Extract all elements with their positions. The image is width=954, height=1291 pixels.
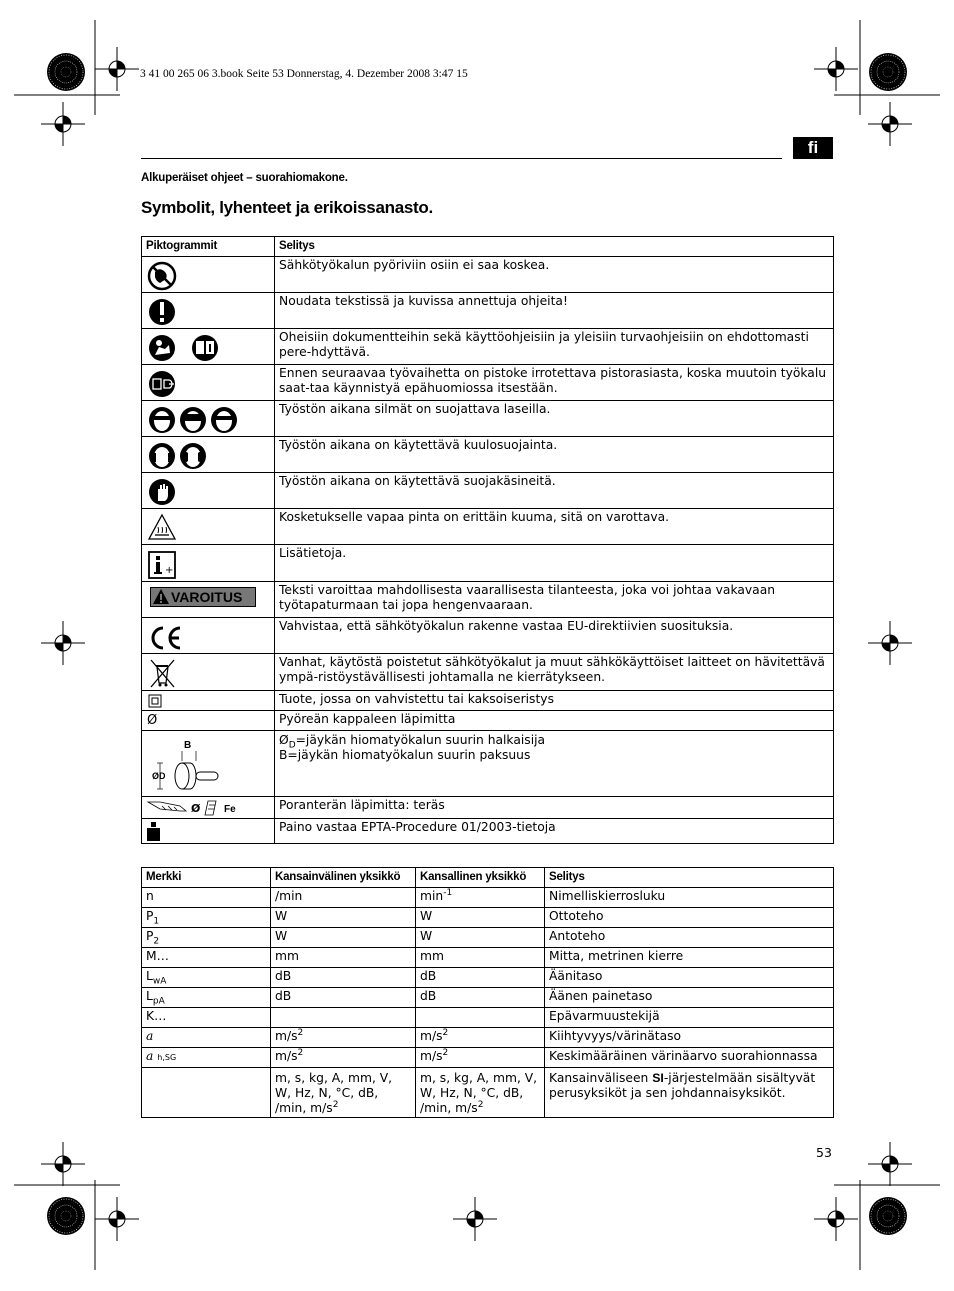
double-insulation-icon (148, 694, 164, 710)
svg-text:+: + (165, 565, 174, 576)
header-rule (141, 158, 782, 159)
table-row (142, 928, 834, 948)
pictogram-cell (142, 329, 275, 365)
pictogram-desc: Paino vastaa EPTA-Procedure 01/2003-tietoja (275, 819, 834, 844)
pictogram-desc: Teksti varoittaa mahdollisesta vaarallisesta tilanteesta, joka voi johtaa vakavaan työtapaturmaan tai jopa hengenvaaraan. (275, 582, 834, 618)
desc-cell: Nimelliskierrosluku (545, 888, 834, 908)
pictogram-cell (142, 711, 275, 731)
symbol-cell: M… (142, 948, 271, 968)
nat-unit-cell: W (416, 908, 545, 928)
col-header-description: Selitys (545, 868, 834, 888)
units-table (141, 867, 834, 1118)
page-number: 53 (816, 1145, 832, 1160)
pictogram-desc: Pyöreän kappaleen läpimitta (275, 711, 834, 731)
od-symbol: Ø (279, 733, 289, 747)
eye-protection-icon (146, 403, 246, 437)
intl-unit-cell: dB (271, 988, 416, 1008)
desc-cell: Kiihtyvyys/värinätaso (545, 1028, 834, 1048)
nat-unit-cell: dB (416, 988, 545, 1008)
drill-fe-label: Fe (224, 804, 236, 815)
desc-cell: Äänitaso (545, 968, 834, 988)
table-row (142, 1008, 834, 1028)
symbol-cell: a h,SG (142, 1048, 271, 1068)
intl-unit-cell: m, s, kg, A, mm, V, W, Hz, N, °C, dB, /min, $m/s^2$ (271, 1068, 416, 1118)
pictogram-cell (142, 509, 275, 545)
hearing-protection-icon (146, 439, 216, 473)
pictogram-desc: Kosketukselle vapaa pinta on erittäin kuuma, sitä on varottava. (275, 509, 834, 545)
diagram-label-od: ØD (152, 771, 166, 781)
pictogram-desc: Oheisiin dokumentteihin sekä käyttöohjeisiin ja yleisiin turvaohjeisiin on ehdottomasti pere-hdyttävä. (275, 329, 834, 365)
desc-cell: Mitta, metrinen kierre (545, 948, 834, 968)
pictogram-table (141, 236, 834, 844)
desc-cell: Antoteho (545, 928, 834, 948)
desc-cell: Kansainväliseen SI-järjestelmään sisältyvät perusyksiköt ja sen johdannaisyksiköt. (545, 1068, 834, 1118)
intl-unit-cell: W (271, 908, 416, 928)
book-header-line: 3 41 00 265 06 3.book Seite 53 Donnerstag, 4. Dezember 2008 3:47 15 (140, 68, 468, 80)
pictogram-desc: Noudata tekstissä ja kuvissa annettuja ohjeita! (275, 293, 834, 329)
intl-unit-cell: $m/s^2$ (271, 1048, 416, 1068)
nat-unit-cell: W (416, 928, 545, 948)
pictogram-cell (142, 437, 275, 473)
symbol-cell: n (142, 888, 271, 908)
pictogram-cell (142, 797, 275, 819)
unplug-icon (146, 367, 186, 401)
nat-unit-cell: dB (416, 968, 545, 988)
symbol-cell: K… (142, 1008, 271, 1028)
pictogram-cell (142, 473, 275, 509)
desc-cell: Äänen painetaso (545, 988, 834, 1008)
od-text: =jäykän hiomatyökalun suurin halkaisija (295, 733, 546, 747)
symbol-cell (142, 1068, 271, 1118)
warning-triangle-icon (152, 588, 170, 606)
table-row (142, 888, 834, 908)
weight-icon (146, 821, 166, 843)
table-row (142, 908, 834, 928)
intl-unit-cell: dB (271, 968, 416, 988)
warning-label-text: VAROITUS (151, 588, 255, 606)
intl-unit-cell (271, 1008, 416, 1028)
symbol-cell: $P_2$ (142, 928, 271, 948)
nat-unit-cell: mm (416, 948, 545, 968)
desc-cell: Keskimääräinen värinäarvo suorahionnassa (545, 1048, 834, 1068)
col-header-national-unit: Kansallinen yksikkö (416, 868, 545, 888)
pictogram-cell (142, 545, 275, 582)
pictogram-cell (142, 819, 275, 844)
pictogram-desc: Vahvistaa, että sähkötyökalun rakenne vastaa EU-direktiivien suosituksia. (275, 618, 834, 654)
col-header-description: Selitys (275, 237, 834, 257)
od-definition (279, 733, 829, 751)
pictogram-cell (142, 257, 275, 293)
ce-mark-icon (146, 620, 186, 654)
pictogram-cell (142, 582, 275, 618)
od-subscript: D (288, 740, 296, 751)
pictogram-desc: Työstön aikana on käytettävä suojakäsineitä. (275, 473, 834, 509)
info-icon (146, 547, 186, 581)
intl-unit-cell: /min (271, 888, 416, 908)
table-row (142, 988, 834, 1008)
nat-unit-cell: $m/s^2$ (416, 1048, 545, 1068)
pictogram-cell (142, 293, 275, 329)
nat-unit-cell (416, 1008, 545, 1028)
page-title: Symbolit, lyhenteet ja erikoissanasto. (141, 198, 433, 217)
read-manual-icon (146, 331, 226, 365)
weee-bin-icon (146, 656, 186, 690)
intl-unit-cell: W (271, 928, 416, 948)
pictogram-desc: Lisätietoja. (275, 545, 834, 582)
col-header-international-unit: Kansainvälinen yksikkö (271, 868, 416, 888)
pictogram-desc: Vanhat, käytöstä poistetut sähkötyökalut ja muut sähkökäyttöiset laitteet on hävitettävä ympä-ristöystävällisesti johtamalla ne kierrätykseen. (275, 654, 834, 691)
pictogram-cell (142, 731, 275, 797)
language-tab: fi (793, 137, 833, 159)
col-header-pictograms: Piktogrammit (142, 237, 275, 257)
symbol-cell: a (142, 1028, 271, 1048)
no-touch-rotating-icon (146, 259, 186, 293)
gloves-icon (146, 475, 186, 509)
pictogram-cell (142, 691, 275, 711)
pictogram-cell (142, 618, 275, 654)
intl-unit-cell: $m/s^2$ (271, 1028, 416, 1048)
diameter-symbol: Ø (147, 713, 158, 728)
nat-unit-cell: $\min^{-1}$ (416, 888, 545, 908)
warning-label (150, 587, 256, 607)
nat-unit-cell: $m/s^2$ (416, 1028, 545, 1048)
symbol-cell: $P_1$ (142, 908, 271, 928)
symbol-cell: $L_{pA}$ (142, 988, 271, 1008)
pictogram-desc: Työstön aikana on käytettävä kuulosuojainta. (275, 437, 834, 473)
hot-surface-warning-icon (146, 511, 186, 545)
desc-cell: Ottoteho (545, 908, 834, 928)
col-header-symbol: Merkki (142, 868, 271, 888)
diagram-label-b: B (184, 740, 192, 751)
table-row (142, 968, 834, 988)
table-row (142, 1028, 834, 1048)
pictogram-desc (275, 731, 834, 797)
nat-unit-cell: m, s, kg, A, mm, V, W, Hz, N, °C, dB, /min, $m/s^2$ (416, 1068, 545, 1118)
table-row (142, 1048, 834, 1068)
pictogram-desc: Poranterän läpimitta: teräs (275, 797, 834, 819)
pictogram-desc: Sähkötyökalun pyöriviin osiin ei saa koskea. (275, 257, 834, 293)
pictogram-cell (142, 365, 275, 401)
symbol-cell: $L_{wA}$ (142, 968, 271, 988)
pictogram-desc: Tuote, jossa on vahvistettu tai kaksoiseristys (275, 691, 834, 711)
intl-unit-cell: mm (271, 948, 416, 968)
table-row (142, 1068, 834, 1118)
drill-dia-label: Ø (191, 802, 201, 815)
pictogram-desc: Ennen seuraavaa työvaihetta on pistoke irrotettava pistorasiasta, koska muutoin työkalu saat-taa käynnistyä epähuomiossa itsestään. (275, 365, 834, 401)
section-subtitle: Alkuperäiset ohjeet – suorahiomakone. (141, 172, 348, 184)
pictogram-cell (142, 654, 275, 691)
b-definition: B=jäykän hiomatyökalun suurin paksuus (279, 748, 531, 762)
table-row (142, 948, 834, 968)
desc-cell: Epävarmuustekijä (545, 1008, 834, 1028)
pictogram-cell (142, 401, 275, 437)
pictogram-desc: Työstön aikana silmät on suojattava laseilla. (275, 401, 834, 437)
mandatory-exclamation-icon (146, 295, 186, 329)
